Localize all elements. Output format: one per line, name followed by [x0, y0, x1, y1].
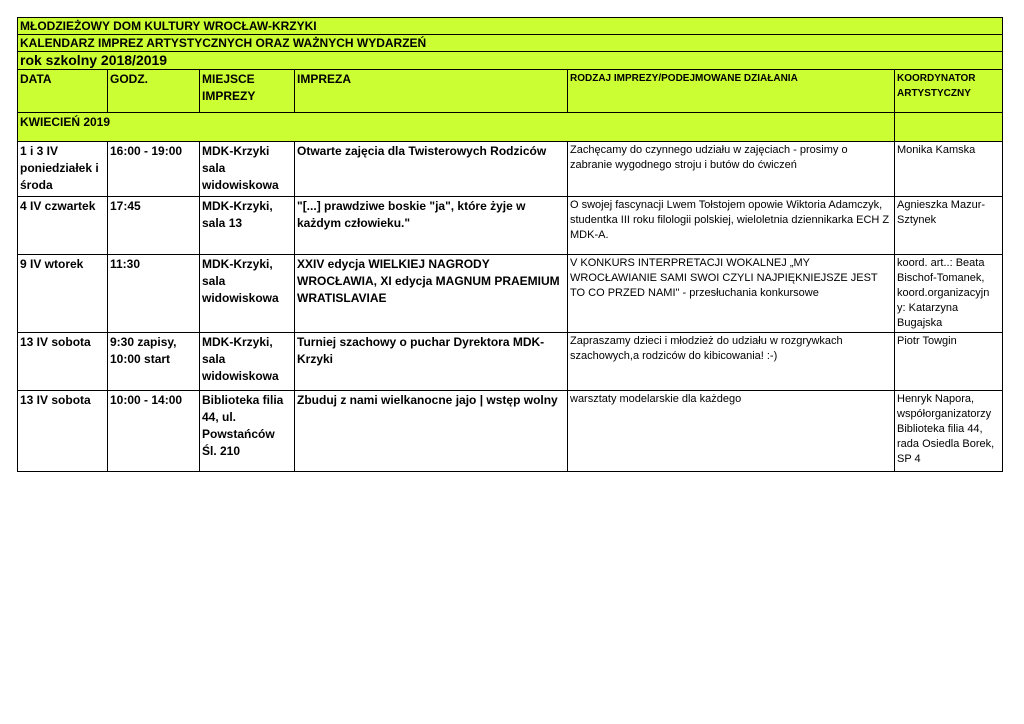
year-row — [18, 52, 1003, 70]
cell-event: Otwarte zajęcia dla Twisterowych Rodziców — [295, 142, 568, 197]
org-row — [18, 18, 1003, 35]
calendar-title: KALENDARZ IMPREZ ARTYSTYCZNYCH ORAZ WAŻNYCH WYDARZEŃ — [18, 35, 1003, 52]
month-label: KWIECIEŃ 2019 — [18, 113, 895, 142]
cell-coordinator: Henryk Napora, współorganizatorzy Biblioteka filia 44, rada Osiedla Borek, SP 4 — [895, 391, 1003, 472]
cell-time: 17:45 — [108, 197, 200, 255]
col-place: MIEJSCE IMPREZY — [200, 70, 295, 113]
table-row — [18, 255, 1003, 333]
calendar-sheet — [17, 17, 1002, 472]
col-date: DATA — [18, 70, 108, 113]
cell-time: 10:00 - 14:00 — [108, 391, 200, 472]
table-row — [18, 333, 1003, 391]
cell-date: 9 IV wtorek — [18, 255, 108, 333]
cell-time: 11:30 — [108, 255, 200, 333]
cell-event: XXIV edycja WIELKIEJ NAGRODY WROCŁAWIA, XI edycja MAGNUM PRAEMIUM WRATISLAVIAE — [295, 255, 568, 333]
cell-place: MDK-Krzyki sala widowiskowa — [200, 142, 295, 197]
table-row — [18, 391, 1003, 472]
month-blank — [895, 113, 1003, 142]
cell-time: 16:00 - 19:00 — [108, 142, 200, 197]
cell-coordinator: Piotr Towgin — [895, 333, 1003, 391]
cell-kind: Zachęcamy do czynnego udziału w zajęciach - prosimy o zabranie wygodnego stroju i butów do ćwiczeń — [568, 142, 895, 197]
cell-kind: O swojej fascynacji Lwem Tołstojem opowie Wiktoria Adamczyk, studentka III roku filologii polskiej, wieloletnia dziennikarka ECH Z MDK-A. — [568, 197, 895, 255]
cell-place: MDK-Krzyki, sala widowiskowa — [200, 333, 295, 391]
cell-place: Biblioteka filia 44, ul. Powstańców Śl. 210 — [200, 391, 295, 472]
column-header-row — [18, 70, 1003, 113]
month-row — [18, 113, 1003, 142]
col-kind: RODZAJ IMPREZY/PODEJMOWANE DZIAŁANIA — [568, 70, 895, 113]
cell-coordinator: koord. art..: Beata Bischof-Tomanek, koord.organizacyjn y: Katarzyna Bugajska — [895, 255, 1003, 333]
cell-date: 1 i 3 IV poniedziałek i środa — [18, 142, 108, 197]
col-time: GODZ. — [108, 70, 200, 113]
cell-event: Turniej szachowy o puchar Dyrektora MDK-Krzyki — [295, 333, 568, 391]
cell-date: 13 IV sobota — [18, 391, 108, 472]
cell-event: Zbuduj z nami wielkanocne jajo | wstęp wolny — [295, 391, 568, 472]
events-table — [17, 17, 1003, 472]
cell-date: 4 IV czwartek — [18, 197, 108, 255]
cell-kind: V KONKURS INTERPRETACJI WOKALNEJ „MY WROCŁAWIANIE SAMI SWOI CZYLI NAJPIĘKNIEJSZE JEST TO CO PRZED NAMI" - przesłuchania konkursowe — [568, 255, 895, 333]
cell-kind: warsztaty modelarskie dla każdego — [568, 391, 895, 472]
cell-coordinator: Monika Kamska — [895, 142, 1003, 197]
table-row — [18, 197, 1003, 255]
cell-coordinator: Agnieszka Mazur-Sztynek — [895, 197, 1003, 255]
col-coordinator: KOORDYNATOR ARTYSTYCZNY — [895, 70, 1003, 113]
org-title: MŁODZIEŻOWY DOM KULTURY WROCŁAW-KRZYKI — [18, 18, 1003, 35]
cell-date: 13 IV sobota — [18, 333, 108, 391]
cell-time: 9:30 zapisy, 10:00 start — [108, 333, 200, 391]
col-event: IMPREZA — [295, 70, 568, 113]
cell-kind: Zapraszamy dzieci i młodzież do udziału w rozgrywkach szachowych,a rodziców do kibicowania! :-) — [568, 333, 895, 391]
cell-event: "[...] prawdziwe boskie "ja", które żyje w każdym człowieku." — [295, 197, 568, 255]
school-year: rok szkolny 2018/2019 — [18, 52, 1003, 70]
cell-place: MDK-Krzyki, sala widowiskowa — [200, 255, 295, 333]
cell-place: MDK-Krzyki, sala 13 — [200, 197, 295, 255]
calendar-row — [18, 35, 1003, 52]
table-row — [18, 142, 1003, 197]
